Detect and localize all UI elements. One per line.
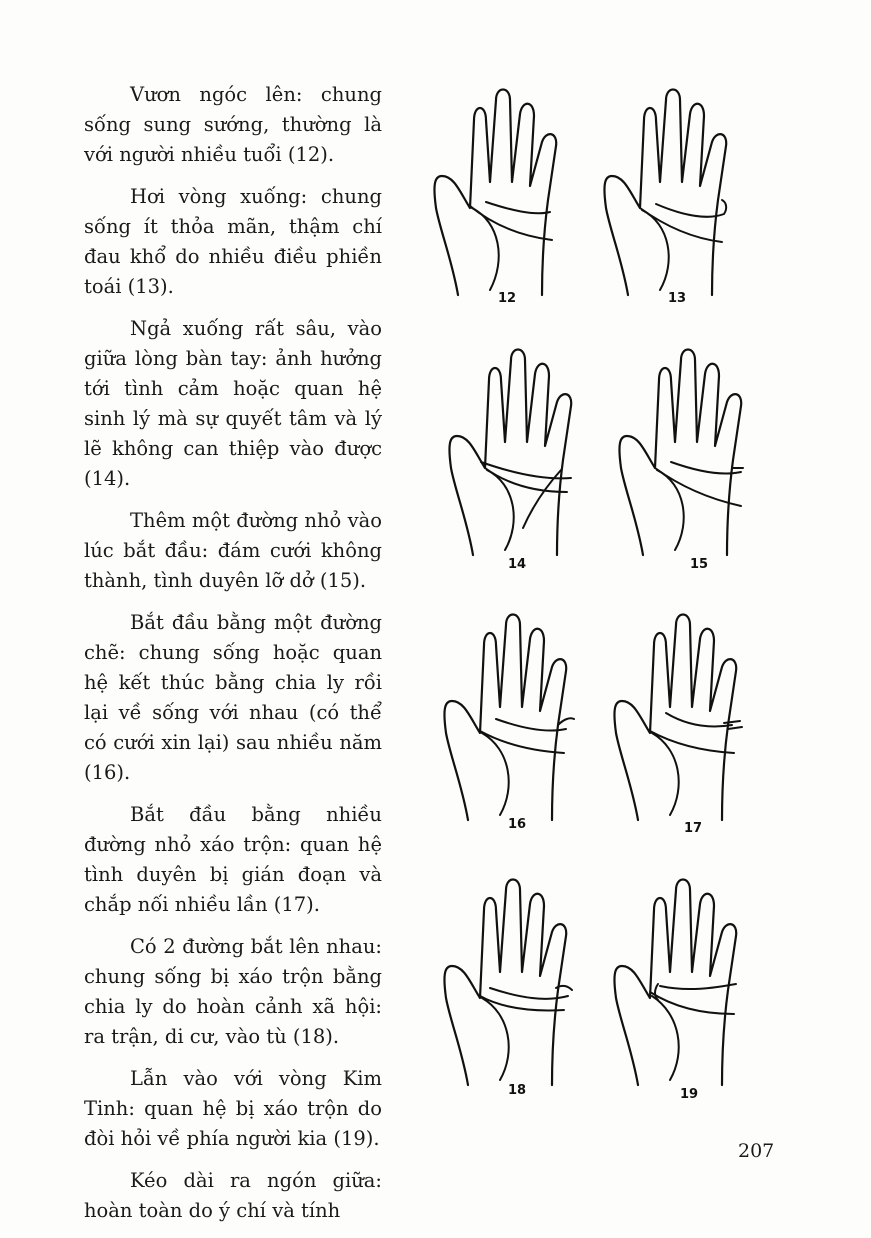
paragraph-continued: Kéo dài ra ngón giữa: hoàn toàn do ý chí và tính — [84, 1169, 382, 1222]
hand-figure-13 — [600, 90, 740, 305]
paragraph-17: Bắt đầu bằng nhiều đường nhỏ xáo trộn: quan hệ tình duyên bị gián đoạn và chắp nối nhiều lần (17). — [84, 803, 382, 916]
hand-figure-14 — [445, 350, 585, 565]
hand-figure-19 — [610, 880, 750, 1095]
paragraph-18: Có 2 đường bắt lên nhau: chung sống bị xáo trộn bằng chia ly do hoàn cảnh xã hội: ra trận, di cư, vào tù (18). — [84, 935, 382, 1048]
figure-number-12: 12 — [498, 291, 517, 306]
hand-figure-12 — [430, 90, 570, 305]
paragraph-12: Vươn ngóc lên: chung sống sung sướng, thường là với người nhiều tuổi (12). — [84, 83, 382, 166]
paragraph-13: Hơi vòng xuống: chung sống ít thỏa mãn, thậm chí đau khổ do nhiều điều phiền toái (13). — [84, 185, 382, 298]
figure-number-14: 14 — [508, 557, 527, 572]
hand-drawing-13 — [600, 90, 740, 305]
hand-drawing-16 — [440, 615, 580, 830]
figure-number-18: 18 — [508, 1083, 527, 1098]
paragraph-19: Lẫn vào với vòng Kim Tinh: quan hệ bị xáo trộn do đòi hỏi về phía người kia (19). — [84, 1067, 382, 1150]
hand-figure-17 — [610, 615, 750, 830]
figure-number-15: 15 — [690, 557, 709, 572]
body-text — [84, 80, 382, 1238]
page-number: 207 — [738, 1140, 775, 1162]
hand-figure-18 — [440, 880, 580, 1095]
hand-drawing-15 — [615, 350, 755, 565]
paragraph-14: Ngả xuống rất sâu, vào giữa lòng bàn tay: ảnh hưởng tới tình cảm hoặc quan hệ sinh lý mà sự quyết tâm và lý lẽ không can thiệp vào được (14). — [84, 317, 382, 490]
hand-drawing-19 — [610, 880, 750, 1095]
paragraph-16: Bắt đầu bằng một đường chẽ: chung sống hoặc quan hệ kết thúc bằng chia ly rồi lại về sống với nhau (có thể có cưới xin lại) sau nhiều năm (16). — [84, 611, 382, 784]
figure-number-16: 16 — [508, 817, 527, 832]
figure-number-13: 13 — [668, 291, 687, 306]
hand-drawing-17 — [610, 615, 750, 830]
figure-number-17: 17 — [684, 821, 703, 836]
hand-drawing-18 — [440, 880, 580, 1095]
hand-figure-16 — [440, 615, 580, 830]
hand-drawing-14 — [445, 350, 585, 565]
hand-drawing-12 — [430, 90, 570, 305]
paragraph-15: Thêm một đường nhỏ vào lúc bắt đầu: đám cưới không thành, tình duyên lỡ dở (15). — [84, 509, 382, 592]
hand-figure-15 — [615, 350, 755, 565]
figure-number-19: 19 — [680, 1087, 699, 1102]
